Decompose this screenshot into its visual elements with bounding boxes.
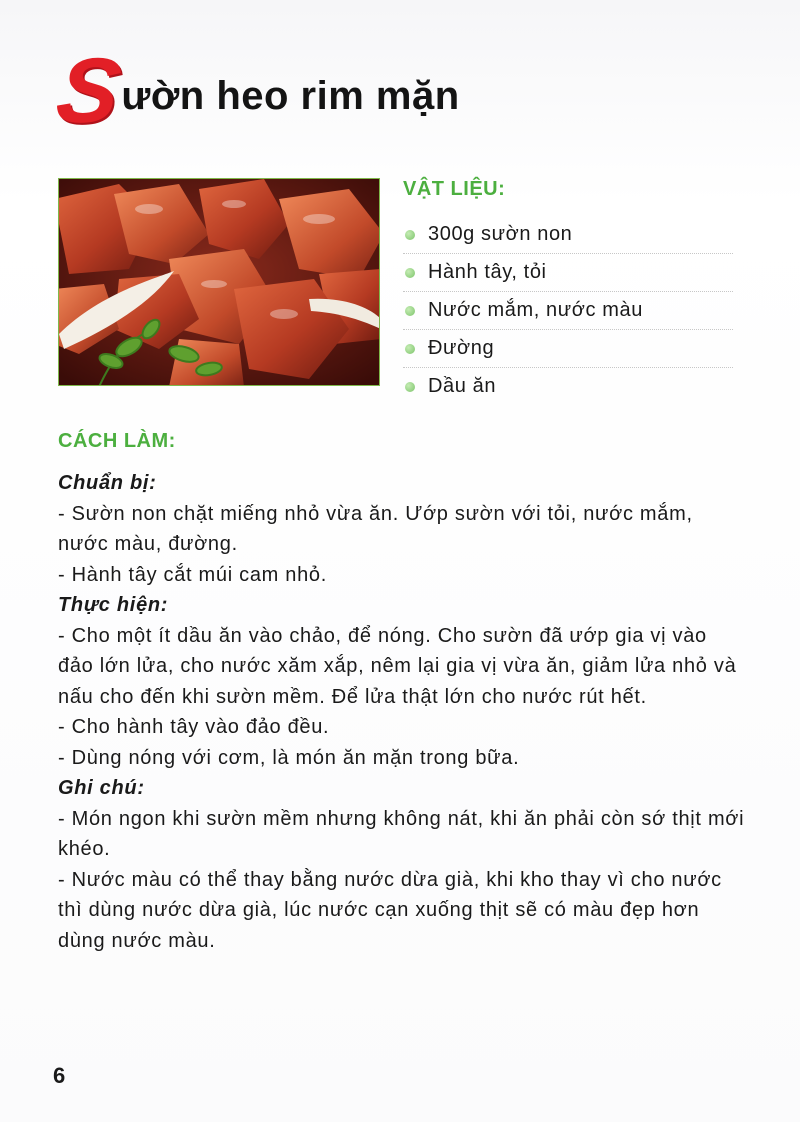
dish-photo-illustration bbox=[59, 179, 380, 386]
method-body bbox=[58, 468, 748, 956]
cook-step: - Cho một ít dầu ăn vào chảo, để nóng. Cho sườn đã ướp gia vị vào đảo lớn lửa, cho nước xăm xắp, nêm lại gia vị vừa ăn, giảm lửa nhỏ và nấu cho đến khi sườn mềm. Để lửa thật lớn cho nước rút hết. bbox=[58, 624, 737, 708]
cook-step: - Dùng nóng với cơm, là món ăn mặn trong bữa. bbox=[58, 746, 520, 769]
bullet-icon bbox=[405, 382, 415, 392]
cook-label: Thực hiện: bbox=[58, 594, 169, 616]
page-number: 6 bbox=[53, 1063, 66, 1088]
ingredient-label: Nước mắm, nước màu bbox=[428, 299, 643, 321]
ingredient-item bbox=[403, 368, 733, 405]
ingredient-item bbox=[403, 330, 733, 368]
note-item: - Món ngon khi sườn mềm nhưng không nát, khi ăn phải còn sớ thịt mới khéo. bbox=[58, 807, 745, 860]
title-initial: S bbox=[50, 40, 127, 142]
ingredients-heading: VẬT LIỆU: bbox=[403, 178, 506, 200]
title-text: ườn heo rim mặn bbox=[121, 74, 460, 118]
note-item: - Nước màu có thể thay bằng nước dừa già, khi kho thay vì cho nước thì dùng nước dừa già, lúc nước cạn xuống thịt sẽ có màu đẹp hơn dùng nước màu. bbox=[58, 868, 722, 952]
notes-label: Ghi chú: bbox=[58, 777, 145, 799]
ingredient-label: 300g sườn non bbox=[428, 223, 573, 245]
ingredient-item bbox=[403, 254, 733, 292]
dish-photo bbox=[58, 178, 380, 386]
ingredient-label: Dầu ăn bbox=[428, 375, 497, 397]
ingredient-label: Đường bbox=[428, 337, 495, 359]
method-heading: CÁCH LÀM: bbox=[58, 430, 176, 452]
page-title bbox=[50, 40, 460, 142]
ingredient-label: Hành tây, tỏi bbox=[428, 261, 547, 283]
prep-step: - Hành tây cắt múi cam nhỏ. bbox=[58, 563, 328, 586]
prep-label: Chuẩn bị: bbox=[58, 472, 157, 494]
ingredients-list bbox=[403, 216, 733, 405]
bullet-icon bbox=[405, 344, 415, 354]
bullet-icon bbox=[405, 306, 415, 316]
ingredient-item bbox=[403, 292, 733, 330]
prep-step: - Sườn non chặt miếng nhỏ vừa ăn. Ướp sườn với tỏi, nước mắm, nước màu, đường. bbox=[58, 502, 693, 555]
bullet-icon bbox=[405, 268, 415, 278]
cook-step: - Cho hành tây vào đảo đều. bbox=[58, 716, 330, 738]
ingredient-item bbox=[403, 216, 733, 254]
bullet-icon bbox=[405, 230, 415, 240]
